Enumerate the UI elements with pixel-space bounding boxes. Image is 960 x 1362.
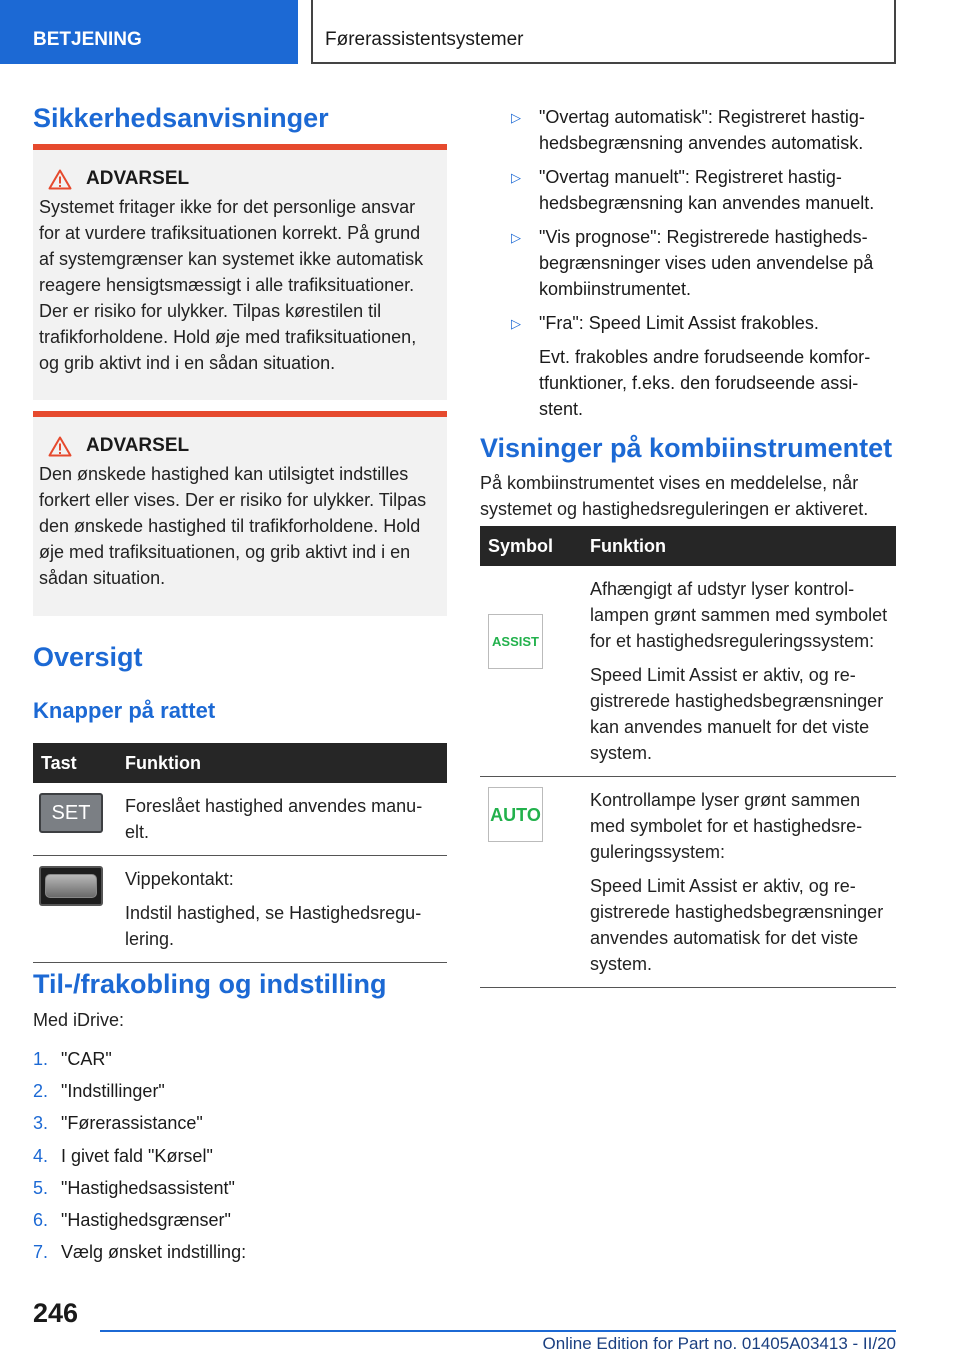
page-number: 246 [33,1298,79,1328]
display-heading: Visninger på kombiinstrumentet [480,433,893,463]
list-item: 5. "Hastighedsassistent" [33,1177,235,1198]
table-header: Funktion [582,526,896,566]
warning-title [39,435,439,457]
list-item: 4. I givet fald "Kørsel" [33,1145,213,1166]
triangle-bullet-icon: ▷ [511,316,521,331]
warning-triangle-icon [48,169,72,190]
cell-text: Indstil hastighed, se Hastighedsregulering. [125,903,422,949]
list-item: 1. "CAR" [33,1048,112,1069]
cell-text: Speed Limit Assist er aktiv, og registrerede hastighedsbegrænsninger kan anvendes manuelt for det viste system. [590,665,884,763]
list-item: 3. "Førerassistance" [33,1113,203,1134]
warning-text: Den ønskede hastighed kan utilsigtet indstilles forkert eller vises. Der er risiko for ulykker. Tilpas den ønskede hastighed til trafikforholdene. Hold øje med trafiksituationen, og grib aktivt ind i en sådan situation. [39,464,427,588]
cell-text: Foreslået hastighed anvendes manuelt. [125,796,423,842]
warning-box-2 [33,411,447,616]
table-header: Tast [33,743,117,783]
triangle-bullet-icon: ▷ [511,170,521,185]
list-item: ▷ "Fra": Speed Limit Assist frakobles. Evt. frakobles andre forudseende komfortfunktioner, f.eks. den forudseende assistent. [511,310,896,422]
option-note: Evt. frakobles andre forudseende komfortfunktioner, f.eks. den forudseende assistent. [539,347,871,419]
display-intro: På kombiinstrumentet vises en meddelelse, når systemet og hastighedsreguleringen er aktiveret. [480,473,869,519]
steps-list [33,1043,443,1269]
list-item: 6. "Hastighedsgrænser" [33,1210,231,1231]
warning-label: ADVARSEL [86,435,190,456]
warning-label: ADVARSEL [86,168,190,189]
edition-info: Online Edition for Part no. 01405A03413 - II/20 [542,1334,896,1353]
table-row [480,777,896,988]
cell-text: Vippekontakt: [125,869,234,889]
table-row [480,566,896,777]
warning-triangle-icon [48,436,72,457]
chapter-title: Førerassistentsystemer [311,0,896,64]
triangle-bullet-icon: ▷ [511,230,521,245]
safety-heading: Sikkerhedsanvisninger [33,103,329,133]
table-header: Funktion [117,743,447,783]
symbols-table [480,526,896,988]
cell-text: Speed Limit Assist er aktiv, og registrerede hastighedsbegrænsninger anvendes automatisk for det viste system. [590,876,884,974]
table-row [33,783,447,856]
table-header: Symbol [480,526,582,566]
set-button-icon: SET [39,793,103,833]
toggle-heading: Til-/frakobling og indstilling [33,969,387,999]
list-item: ▷ "Overtag manuelt": Registreret hastighedsbegrænsning kan anvendes manuelt. [511,164,896,216]
triangle-bullet-icon: ▷ [511,110,521,125]
toggle-intro: Med iDrive: [33,1010,125,1030]
section-tab: BETJENING [0,0,298,64]
list-item: ▷ "Vis prognose": Registrerede hastighedsbegrænsninger vises uden anvendelse på kombiinstrumentet. [511,224,896,302]
list-item: 2. "Indstillinger" [33,1080,165,1101]
cell-text: Kontrollampe lyser grønt sammen med symbolet for et hastighedsreguleringssystem: [590,790,863,862]
overview-heading: Oversigt [33,642,143,672]
footer-divider [100,1330,896,1332]
rocker-switch-icon [39,866,103,906]
options-list [511,104,896,430]
list-item: 7. Vælg ønsket indstilling: [33,1242,247,1263]
buttons-table [33,743,447,963]
cell-text: Afhængigt af udstyr lyser kontrollampen grønt sammen med symbolet for et hastighedsreguleringssystem: [590,579,888,651]
buttons-subheading: Knapper på rattet [33,698,216,723]
auto-indicator-icon: AUTO [488,787,543,842]
warning-text: Systemet fritager ikke for det personlige ansvar for at vurdere trafiksituationen korrekt. På grund af systemgrænser kan systemet ikke automatisk reagere hensigtsmæssigt i alle trafiksituationer. Der er risiko for ulykker. Tilpas kørestilen til trafikforholdene. Hold øje med trafiksituationen, og grib aktivt ind i en sådan situation. [39,197,424,373]
warning-box-1 [33,144,447,400]
table-row [33,856,447,963]
assist-indicator-icon: ASSIST [488,614,543,669]
list-item: ▷ "Overtag automatisk": Registreret hastighedsbegrænsning anvendes automatisk. [511,104,896,156]
warning-title [39,168,439,190]
